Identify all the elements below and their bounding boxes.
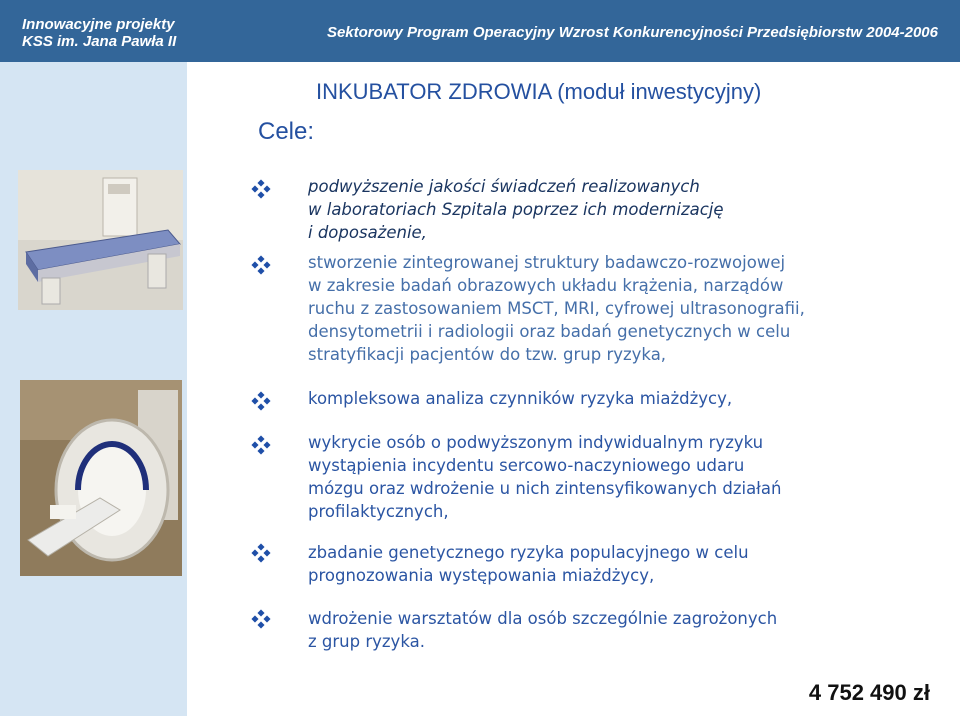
header-bar	[0, 0, 960, 62]
goal-item: wykrycie osób o podwyższonym indywidualnym ryzyku wystąpienia incydentu sercowo-naczyniowego udaru mózgu oraz wdrożenie u nich zintensyfikowanych działań profilaktycznych,	[308, 433, 782, 521]
budget-amount: 4 752 490 zł	[808, 680, 930, 705]
brand-line-1: Innowacyjne projekty	[22, 16, 175, 33]
brand-line-2: KSS im. Jana Pawła II	[22, 33, 177, 50]
slide-title: INKUBATOR ZDROWIA (moduł inwestycyjny)	[316, 79, 762, 104]
mri-scanner-photo	[20, 380, 182, 576]
bullet-icon	[250, 390, 272, 412]
program-title: Sektorowy Program Operacyjny Wzrost Konkurencyjności Przedsiębiorstw 2004-2006	[326, 24, 938, 41]
goals-label: Cele:	[258, 118, 315, 145]
bullet-icon	[250, 434, 272, 456]
bullet-icon	[250, 542, 272, 564]
bullet-icon	[250, 254, 272, 276]
goal-item: wdrożenie warsztatów dla osób szczególnie zagrożonych z grup ryzyka.	[308, 609, 778, 651]
goal-item: stworzenie zintegrowanej struktury badawczo-rozwojowej w zakresie badań obrazowych układu krążenia, narządów ruchu z zastosowaniem MSCT, MRI, cyfrowej ultrasonografii, densytometrii i radiologii oraz badań genetycznych w celu stratyfikacji pacjentów do tzw. grup ryzyka,	[308, 253, 805, 364]
densitometer-photo	[18, 170, 183, 310]
goal-item: kompleksowa analiza czynników ryzyka miażdżycy,	[308, 389, 733, 408]
goal-item: zbadanie genetycznego ryzyka populacyjnego w celu prognozowania występowania miażdżycy,	[308, 543, 749, 585]
brand-title	[22, 16, 202, 50]
goal-item: podwyższenie jakości świadczeń realizowanych w laboratoriach Szpitala poprzez ich modernizację i doposażenie,	[308, 177, 724, 242]
bullet-icon	[250, 178, 272, 200]
bullet-icon	[250, 608, 272, 630]
